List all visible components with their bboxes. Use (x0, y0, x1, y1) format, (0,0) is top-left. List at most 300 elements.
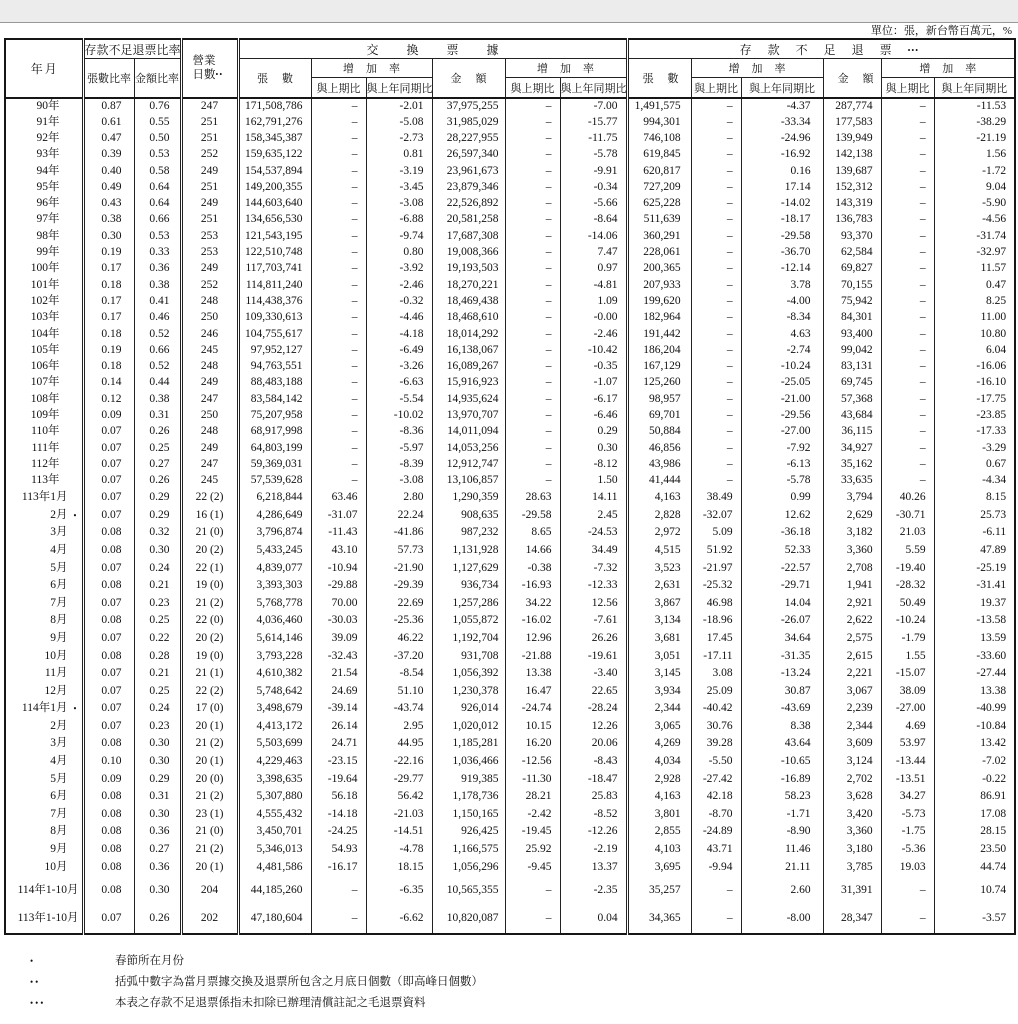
cell: 0.07 (83, 473, 134, 489)
cell: 0.80 (366, 245, 432, 261)
cell: -8.43 (560, 753, 627, 771)
cell: 34.64 (741, 630, 823, 648)
cell: -33.60 (934, 647, 1015, 665)
cell: -11.75 (560, 131, 627, 147)
cell: – (505, 245, 560, 261)
cell: -8.64 (560, 212, 627, 228)
cell: 0.08 (83, 735, 134, 753)
cell: 125,260 (627, 375, 691, 391)
cell: 0.24 (134, 560, 181, 578)
cell: 93,400 (823, 326, 881, 342)
cell: 70.00 (311, 595, 366, 613)
cell: 12.96 (505, 630, 560, 648)
cell: – (311, 228, 366, 244)
cell: -28.24 (560, 700, 627, 718)
cell: 64,803,199 (238, 440, 311, 456)
cell: 43,684 (823, 408, 881, 424)
cell: – (881, 147, 934, 163)
cny-month-marker: • (73, 510, 77, 521)
cell: -9.74 (366, 228, 432, 244)
cell: 2,615 (823, 647, 881, 665)
cell: 0.07 (83, 560, 134, 578)
table-row (5, 612, 1015, 630)
cell: – (881, 391, 934, 407)
cell: – (881, 179, 934, 195)
cell: 13.59 (934, 630, 1015, 648)
cell: – (505, 196, 560, 212)
cell: -14.02 (741, 196, 823, 212)
cell: – (505, 457, 560, 473)
cell: 50,884 (627, 424, 691, 440)
cell: -7.00 (560, 98, 627, 114)
cell: -27.42 (691, 771, 741, 789)
cell: – (505, 876, 560, 905)
cell: -21.90 (366, 560, 432, 578)
cell: 1,055,872 (432, 612, 505, 630)
cell: -22.16 (366, 753, 432, 771)
cell: – (881, 163, 934, 179)
cell: -5.97 (366, 440, 432, 456)
cell: – (691, 408, 741, 424)
cell: 34,365 (627, 905, 691, 934)
cell: -29.56 (741, 408, 823, 424)
cell: 69,827 (823, 261, 881, 277)
cell: 13.42 (934, 735, 1015, 753)
cell: 3,785 (823, 859, 881, 877)
cell: 3,180 (823, 841, 881, 859)
cell: -2.46 (366, 277, 432, 293)
cell: 121,543,195 (238, 228, 311, 244)
table-header (5, 39, 1015, 98)
cell: -6.62 (366, 905, 432, 934)
cell: -26.07 (741, 612, 823, 630)
cell: 11.57 (934, 261, 1015, 277)
cell: – (881, 131, 934, 147)
cell: 34.49 (560, 542, 627, 560)
table-row (5, 577, 1015, 595)
cell: 0.66 (134, 342, 181, 358)
cell: – (505, 114, 560, 130)
table-row (5, 277, 1015, 293)
cell: 8.38 (741, 718, 823, 736)
cell: 136,783 (823, 212, 881, 228)
cell: -13.44 (881, 753, 934, 771)
cell: 0.25 (134, 683, 181, 701)
cell: -2.19 (560, 841, 627, 859)
cell: 28.21 (505, 788, 560, 806)
cell: 2,344 (823, 718, 881, 736)
cell: -24.25 (311, 823, 366, 841)
cell: 34.22 (505, 595, 560, 613)
cell: – (881, 440, 934, 456)
cell: 4,413,172 (238, 718, 311, 736)
cell: -12.14 (741, 261, 823, 277)
cell: 287,774 (823, 98, 881, 114)
cell: -15.77 (560, 114, 627, 130)
cell: – (311, 261, 366, 277)
cell: -11.53 (934, 98, 1015, 114)
row-label: 91年 (36, 115, 60, 128)
cell: 39.09 (311, 630, 366, 648)
cell: 3,793,228 (238, 647, 311, 665)
cell: 0.26 (134, 905, 181, 934)
cell: 0.07 (83, 683, 134, 701)
cell: 2,575 (823, 630, 881, 648)
cell: 44,185,260 (238, 876, 311, 905)
cell: – (311, 457, 366, 473)
cell: 0.08 (83, 647, 134, 665)
cell: 249 (181, 163, 238, 179)
cell: – (505, 375, 560, 391)
cell: -4.46 (366, 310, 432, 326)
cell: -32.07 (691, 507, 741, 525)
cell: – (505, 294, 560, 310)
cell: 0.08 (83, 876, 134, 905)
cell: 24.69 (311, 683, 366, 701)
row-label: 111年 (31, 441, 60, 454)
cell: 251 (181, 114, 238, 130)
cell: 23.50 (934, 841, 1015, 859)
cell: 12.56 (560, 595, 627, 613)
cell: 3,145 (627, 665, 691, 683)
cell: 919,385 (432, 771, 505, 789)
cell: 0.25 (134, 612, 181, 630)
cell: 20 (1) (181, 753, 238, 771)
table-row (5, 261, 1015, 277)
table-row (5, 147, 1015, 163)
cell: -8.00 (741, 905, 823, 934)
cell: 1,290,359 (432, 489, 505, 507)
table-row (5, 98, 1015, 114)
cell: -5.73 (881, 806, 934, 824)
cell: 0.76 (134, 98, 181, 114)
cell: 204 (181, 876, 238, 905)
cell: 0.29 (560, 424, 627, 440)
cell: -10.42 (560, 342, 627, 358)
table-row (5, 806, 1015, 824)
cell: -30.71 (881, 507, 934, 525)
header-vs-previous: 與上期比 (505, 78, 560, 99)
cell: – (691, 212, 741, 228)
cell: 4,839,077 (238, 560, 311, 578)
cell: -10.84 (934, 718, 1015, 736)
cell: -22.57 (741, 560, 823, 578)
cell: 13,970,707 (432, 408, 505, 424)
cell: 4,610,382 (238, 665, 311, 683)
cell: – (691, 424, 741, 440)
cell: 186,204 (627, 342, 691, 358)
cell: -21.03 (366, 806, 432, 824)
cell: -1.72 (934, 163, 1015, 179)
footnote-text: 本表之存款不足退票係指未扣除已辦理清償註記之毛退票資料 (115, 997, 426, 1010)
cell: -25.36 (366, 612, 432, 630)
cell: 31,985,029 (432, 114, 505, 130)
cell: 0.31 (134, 408, 181, 424)
row-label: 96年 (36, 197, 60, 210)
cell: 59,369,031 (238, 457, 311, 473)
cell: – (311, 375, 366, 391)
cell: -38.29 (934, 114, 1015, 130)
cell: -8.54 (366, 665, 432, 683)
cell: – (311, 408, 366, 424)
cell: 0.21 (134, 577, 181, 595)
cell: 20 (1) (181, 859, 238, 877)
cell: – (311, 876, 366, 905)
cell: 0.23 (134, 718, 181, 736)
header-returned-sheets: 張數 (627, 59, 691, 99)
cell: -3.45 (366, 179, 432, 195)
cell: 0.67 (934, 457, 1015, 473)
cell: 171,508,786 (238, 98, 311, 114)
cell: 30.87 (741, 683, 823, 701)
cell: -1.07 (560, 375, 627, 391)
cell: 6.04 (934, 342, 1015, 358)
cell: 21.03 (881, 524, 934, 542)
cell: 0.36 (134, 823, 181, 841)
cell: -29.77 (366, 771, 432, 789)
cell: 0.38 (134, 391, 181, 407)
cell: 19.03 (881, 859, 934, 877)
cell: 13,106,857 (432, 473, 505, 489)
cell: 2.95 (366, 718, 432, 736)
cell: 139,949 (823, 131, 881, 147)
row-label: 3月 (50, 526, 68, 539)
cell: – (881, 473, 934, 489)
cell: 926,014 (432, 700, 505, 718)
footnote (30, 951, 1018, 972)
cell: – (311, 473, 366, 489)
row-label: 8月 (50, 825, 68, 838)
cell: 114,811,240 (238, 277, 311, 293)
table-row (5, 665, 1015, 683)
cell: – (691, 131, 741, 147)
cell: 70,155 (823, 277, 881, 293)
cell: 158,345,387 (238, 131, 311, 147)
cell: -14.51 (366, 823, 432, 841)
cell: 2,708 (823, 560, 881, 578)
cell: 98,957 (627, 391, 691, 407)
table-row (5, 735, 1015, 753)
cell: 8.15 (934, 489, 1015, 507)
cell: – (691, 277, 741, 293)
cell: -12.56 (505, 753, 560, 771)
cell: 0.49 (83, 179, 134, 195)
cell: – (505, 408, 560, 424)
cell: -0.34 (560, 179, 627, 195)
cell: 4,103 (627, 841, 691, 859)
cell: -4.00 (741, 294, 823, 310)
row-label: 93年 (36, 148, 60, 161)
row-label: 90年 (5, 98, 83, 114)
row-label: 102年 (30, 294, 60, 307)
cell: 199,620 (627, 294, 691, 310)
cell: 25.92 (505, 841, 560, 859)
cell: 1,166,575 (432, 841, 505, 859)
cell: – (691, 261, 741, 277)
cell: -17.11 (691, 647, 741, 665)
cell: 0.30 (134, 542, 181, 560)
cell: -16.17 (311, 859, 366, 877)
cell: 1,056,296 (432, 859, 505, 877)
cell: 1,491,575 (627, 98, 691, 114)
cell: – (505, 440, 560, 456)
cell: 0.87 (83, 98, 134, 114)
cell: 159,635,122 (238, 147, 311, 163)
cell: 84,301 (823, 310, 881, 326)
cell: – (311, 424, 366, 440)
cell: -27.00 (741, 424, 823, 440)
cell: 7.47 (560, 245, 627, 261)
cell: – (311, 114, 366, 130)
cell: 1,257,286 (432, 595, 505, 613)
cell: 63.46 (311, 489, 366, 507)
cell: -4.56 (934, 212, 1015, 228)
header-year-month: 年月 (30, 62, 59, 76)
cell: 0.08 (83, 841, 134, 859)
cell: 12,912,747 (432, 457, 505, 473)
cell: -8.36 (366, 424, 432, 440)
cell: 30.76 (691, 718, 741, 736)
cell: 511,639 (627, 212, 691, 228)
cell: 1,127,629 (432, 560, 505, 578)
returned-group-footnote-marker: ••• (907, 45, 920, 55)
cell: 0.07 (83, 665, 134, 683)
cell: -16.06 (934, 359, 1015, 375)
table-row (5, 718, 1015, 736)
cell: 33,635 (823, 473, 881, 489)
table-row (5, 326, 1015, 342)
cell: -43.74 (366, 700, 432, 718)
cell: 0.19 (83, 245, 134, 261)
cell: – (691, 114, 741, 130)
cell: 152,312 (823, 179, 881, 195)
table-row (5, 391, 1015, 407)
cell: 3,051 (627, 647, 691, 665)
cell: 43.71 (691, 841, 741, 859)
table-row (5, 859, 1015, 877)
cell: 3,067 (823, 683, 881, 701)
cell: 0.10 (83, 753, 134, 771)
cell: – (881, 342, 934, 358)
row-label: 113年1-10月 (17, 912, 79, 925)
cell: 94,763,551 (238, 359, 311, 375)
row-label: 105年 (30, 343, 60, 356)
cell: 4,034 (627, 753, 691, 771)
cell: -24.89 (691, 823, 741, 841)
row-label: 104年 (30, 327, 60, 340)
cell: 83,131 (823, 359, 881, 375)
footnote-marker: • (30, 956, 36, 967)
cell: 253 (181, 245, 238, 261)
cell: 5,748,642 (238, 683, 311, 701)
cell: -3.08 (366, 196, 432, 212)
cell: 1,131,928 (432, 542, 505, 560)
table-row (5, 424, 1015, 440)
cell: 3,801 (627, 806, 691, 824)
table-row (5, 212, 1015, 228)
cell: 44.74 (934, 859, 1015, 877)
cell: 3,628 (823, 788, 881, 806)
cell: 3,498,679 (238, 700, 311, 718)
cell: -5.36 (881, 841, 934, 859)
cell: 21.11 (741, 859, 823, 877)
cell: 1,230,378 (432, 683, 505, 701)
row-label: 99年 (36, 246, 60, 259)
cell: -6.49 (366, 342, 432, 358)
header-exchange-sheets-growth: 增加率 (311, 59, 432, 78)
cell: 0.07 (83, 489, 134, 507)
cell: -5.78 (560, 147, 627, 163)
cell: – (881, 457, 934, 473)
table-row (5, 683, 1015, 701)
cell: 57,539,628 (238, 473, 311, 489)
cell: -10.24 (881, 612, 934, 630)
cell: 1,036,466 (432, 753, 505, 771)
cell: 4.63 (741, 326, 823, 342)
cell: – (311, 147, 366, 163)
cell: -2.42 (505, 806, 560, 824)
cell: 13.38 (505, 665, 560, 683)
cell: – (505, 228, 560, 244)
cell: – (505, 131, 560, 147)
cell: -32.43 (311, 647, 366, 665)
cell: 41,444 (627, 473, 691, 489)
cell: 0.38 (83, 212, 134, 228)
table-row (5, 788, 1015, 806)
cell: -19.64 (311, 771, 366, 789)
cell: 51.10 (366, 683, 432, 701)
cell: 143,319 (823, 196, 881, 212)
row-label: 12月 (44, 684, 68, 697)
cell: -16.89 (741, 771, 823, 789)
cell: -10.02 (366, 408, 432, 424)
cell: -36.70 (741, 245, 823, 261)
cell: 0.30 (560, 440, 627, 456)
cell: 38.09 (881, 683, 934, 701)
header-vs-previous: 與上期比 (311, 78, 366, 99)
cell: 0.50 (134, 131, 181, 147)
cell: -11.30 (505, 771, 560, 789)
cell: -31.07 (311, 507, 366, 525)
cell: 249 (181, 375, 238, 391)
cell: -10.24 (741, 359, 823, 375)
cell: 142,138 (823, 147, 881, 163)
cell: 0.16 (741, 163, 823, 179)
cell: 0.07 (83, 457, 134, 473)
row-label: 100年 (30, 262, 60, 275)
table-row (5, 507, 1015, 525)
cell: 13.37 (560, 859, 627, 877)
cell: -9.45 (505, 859, 560, 877)
cell: 21 (2) (181, 841, 238, 859)
table-row (5, 630, 1015, 648)
cell: -40.99 (934, 700, 1015, 718)
cell: 93,370 (823, 228, 881, 244)
cell: -3.40 (560, 665, 627, 683)
cell: 3,065 (627, 718, 691, 736)
cell: -9.94 (691, 859, 741, 877)
cell: 28,227,955 (432, 131, 505, 147)
cell: 22 (2) (181, 683, 238, 701)
cell: 46.98 (691, 595, 741, 613)
cell: 14,011,094 (432, 424, 505, 440)
cell: 3,393,303 (238, 577, 311, 595)
cell: -33.34 (741, 114, 823, 130)
cell: 3,360 (823, 823, 881, 841)
cell: 56.42 (366, 788, 432, 806)
cell: 0.07 (83, 507, 134, 525)
cell: – (881, 196, 934, 212)
